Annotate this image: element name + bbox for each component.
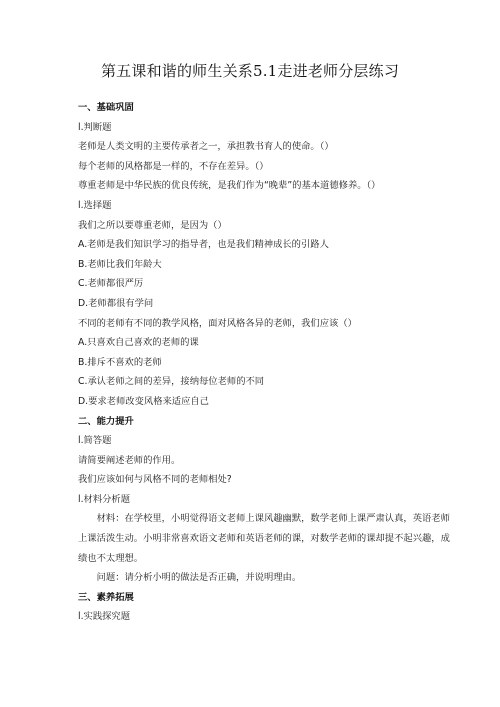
choice-option: D.老师都很有学问 — [78, 297, 154, 309]
choice-question: 我们之所以要尊重老师，是因为（） — [78, 219, 227, 231]
judgment-item: 尊重老师是中华民族的优良传统，是我们作为“晚辈”的基本道德修养。（） — [78, 180, 381, 192]
choice-question: 不同的老师有不同的教学风格，面对风格各异的老师，我们应该（） — [78, 317, 357, 329]
choice-option: C.老师都很严厉 — [78, 278, 144, 290]
material-question: 问题：请分析小明的做法是否正确，并说明理由。 — [96, 572, 302, 584]
judgment-item: 老师是人类文明的主要传承者之一，承担教书育人的使命。（） — [78, 141, 334, 153]
page-title: 第五课和谐的师生关系5.1走进老师分层练习 — [100, 62, 400, 80]
question-type-label: l.判断题 — [78, 121, 112, 133]
question-type-label: l.材料分析题 — [78, 493, 131, 505]
judgment-item: 每个老师的风格都是一样的，不存在差异。（） — [78, 160, 269, 172]
short-answer-question: 请简要阐述老师的作用。 — [78, 454, 181, 466]
section-heading: 三、素养拓展 — [78, 591, 134, 603]
choice-option: C.承认老师之间的差异，接纳每位老师的不同 — [78, 376, 265, 388]
choice-option: B.排斥不喜欢的老师 — [78, 356, 162, 368]
section-heading: 二、能力提升 — [78, 415, 134, 427]
question-type-label: l.实践探究题 — [78, 611, 131, 623]
document-body — [78, 98, 458, 627]
question-type-label: l.选择题 — [78, 199, 112, 211]
question-type-label: l.简答题 — [78, 435, 112, 447]
section-heading: 一、基础巩固 — [78, 102, 134, 113]
choice-option: B.老师比我们年龄大 — [78, 258, 162, 270]
choice-option: A.老师是我们知识学习的指导者，也是我们精神成长的引路人 — [78, 239, 329, 251]
short-answer-question: 我们应该如何与风格不同的老师相处? — [78, 474, 232, 486]
choice-option: D.要求老师改变风格来适应自己 — [78, 395, 209, 407]
choice-option: A.只喜欢自己喜欢的老师的课 — [78, 337, 199, 349]
material-paragraph: 材料：在学校里，小明觉得语文老师上课风趣幽默，数学老师上课严肃认真，英语老师上课活泼生动。小明非常喜欢语文老师和英语老师的课，对数学老师的课却提不起兴趣，成绩也不太理想。 — [78, 513, 450, 564]
